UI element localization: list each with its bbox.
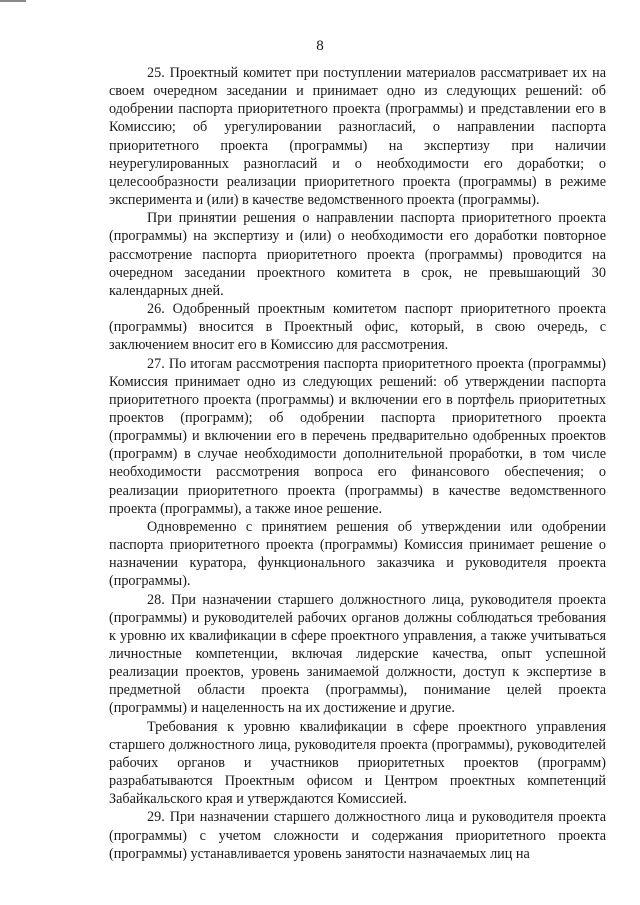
paragraph-28-continuation: Требования к уровню квалификации в сфере проектного управления старшего должностного лица, руководителя проекта (программы), руководителей рабочих органов и участников приоритетных проектов (программ) разрабатываются Проектным офисом и Центром проектных компетенций Забайкальского края и утверждаются Комиссией. xyxy=(109,718,606,808)
document-body xyxy=(109,64,606,863)
paragraph-27: 27. По итогам рассмотрения паспорта приоритетного проекта (программы) Комиссия принимает одно из следующих решений: об утверждении паспорта приоритетного проекта (программы) и включении его в портфель приоритетных проектов (программ); об одобрении паспорта приоритетного проекта (программы) и включении его в перечень предварительно одобренных проектов (программ) в случае необходимости дополнительной проработки, в том числе необходимости рассмотрения вопроса его финансового обеспечения; о реализации приоритетного проекта (программы) в качестве ведомственного проекта (программы), а также иное решение. xyxy=(109,355,606,517)
paragraph-26: 26. Одобренный проектным комитетом паспорт приоритетного проекта (программы) вносится в Проектный офис, который, в свою очередь, с заключением вносит его в Комиссию для рассмотрения. xyxy=(109,301,606,354)
paragraph-27-continuation: Одновременно с принятием решения об утверждении или одобрении паспорта приоритетного проекта (программы) Комиссия принимает решение о назначении куратора, функционального заказчика и руководителя проекта (программы). xyxy=(109,518,606,590)
paragraph-29: 29. При назначении старшего должностного лица и руководителя проекта (программы) с учетом сложности и содержания приоритетного проекта (программы) устанавливается уровень занятости назначаемых лиц на xyxy=(109,809,606,862)
page-number: 8 xyxy=(316,38,324,54)
paragraph-28: 28. При назначении старшего должностного лица, руководителя проекта (программы) и руководителей рабочих органов должны соблюдаться требования к уровню их квалификации в сфере проектного управления, а также учитываться личностные компетенции, включая лидерские качества, опыт успешной реализации проектов, уровень занимаемой должности, доступ к экспертизе в предметной области проекта (программы), понимание целей проекта (программы) и нацеленность на их достижение и другие. xyxy=(109,591,606,717)
paragraph-25-continuation: При принятии решения о направлении паспорта приоритетного проекта (программы) на экспертизу и (или) о необходимости его доработки повторное рассмотрение паспорта приоритетного проекта (программы) проводится на очередном заседании проектного комитета в срок, не превышающий 30 календарных дней. xyxy=(109,210,606,299)
scan-edge-mark xyxy=(0,0,26,2)
paragraph-25: 25. Проектный комитет при поступлении материалов рассматривает их на своем очередном заседании и принимает одно из следующих решений: об одобрении паспорта приоритетного проекта (программы) и представлении его в Комиссию; об урегулировании разногласий, о направлении паспорта приоритетного проекта (программы) на экспертизу при наличии неурегулированных разногласий и о необходимости его доработки; о целесообразности реализации приоритетного проекта (программы) в режиме эксперимента и (или) в качестве ведомственного проекта (программы). xyxy=(109,65,606,209)
